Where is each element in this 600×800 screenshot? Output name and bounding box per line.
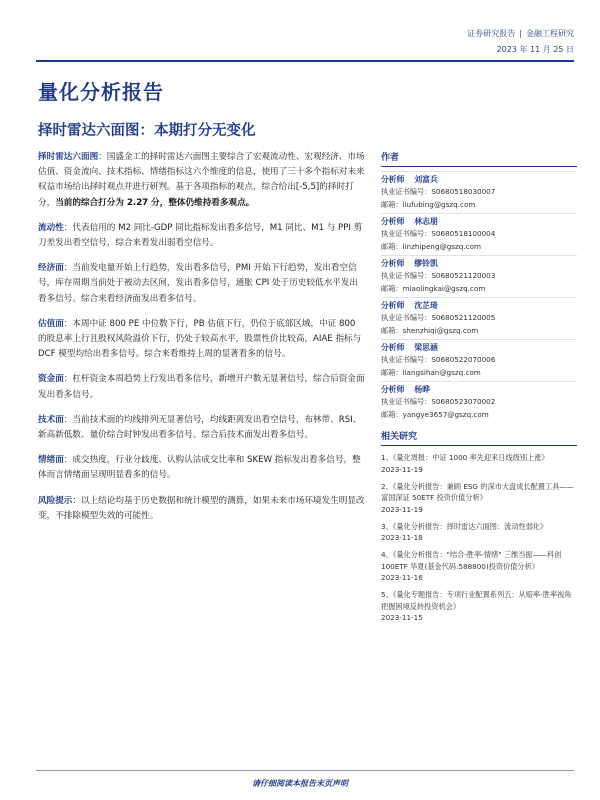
related-item-date: 2023-11-18 [381, 533, 423, 542]
paragraph-label: 流动性 [38, 222, 64, 233]
analyst-name-row [381, 300, 577, 312]
related-item[interactable] [381, 452, 577, 476]
paragraph-text: ：成交热度，行业分歧度、认购认沽成交比率和 SKEW 指标发出看多信号，整体而言情绪面呈现明显看多的信号。 [38, 455, 361, 481]
paragraph-label: 择时雷达六面图 [38, 152, 99, 162]
related-item-title[interactable]: 3、《量化分析报告：择时雷达六面图：流动性弱化》 [381, 521, 548, 531]
analyst-name: 杨晔 [414, 385, 430, 394]
related-item-title[interactable]: 4、《量化分析报告："结合-胜率-情绪" 三维当振——科创 100ETF 华夏(基金代码:588800)投资价值分析》 [381, 550, 562, 571]
analyst-cert: 执业证书编号：S0680522070006 [381, 355, 496, 364]
paragraph-label: 资金面 [38, 374, 64, 385]
analyst-cert: 执业证书编号：S0680523070002 [381, 397, 496, 406]
analyst-email[interactable]: 邮箱：liangsihan@gszq.com [381, 367, 481, 377]
analyst-email[interactable]: 邮箱：shenzhiqi@gszq.com [381, 325, 479, 335]
analyst-email[interactable]: 邮箱：miaolingkai@gszq.com [381, 283, 486, 293]
analyst-role: 分析师 [381, 259, 405, 268]
analyst-role: 分析师 [381, 385, 405, 394]
analyst-role: 分析师 [381, 175, 405, 184]
authors-heading: 作者 [381, 150, 577, 167]
analyst-name-row [381, 174, 577, 186]
analyst-name-row [381, 216, 577, 228]
analyst-name: 梁思涵 [414, 343, 438, 352]
related-item-date: 2023-11-16 [381, 573, 423, 582]
report-date: 2023 年 11 月 25 日 [496, 45, 574, 54]
header-divider [36, 60, 574, 62]
analyst-cert: 执业证书编号：S0680518030007 [381, 187, 496, 196]
analyst-name-row [381, 342, 577, 354]
related-item[interactable] [381, 549, 577, 584]
analyst-name: 沈芷琦 [414, 301, 438, 310]
paragraph-label: 情绪面 [38, 455, 64, 466]
paragraph-text: ：当前技术面的均线排列无显著信号，均线距离发出看空信号，布林带、RSI、新高新低数、量价综合时钟发出看多信号。综合后技术面发出看多信号。 [38, 414, 362, 441]
sidebar [381, 150, 577, 629]
footer-divider [36, 770, 574, 771]
paragraph-text: ：代表信用的 M2 同比-GDP 同比指标发出看多信号，M1 同比、M1 与 PPI 剪刀差发出看空信号，综合来看发出弱看空信号。 [38, 222, 363, 249]
paragraph-technical [38, 413, 366, 443]
analyst-role: 分析师 [381, 301, 405, 310]
paragraph-sentiment [38, 453, 366, 483]
paragraph-label: 经济面 [38, 263, 64, 274]
analyst-name: 缪铃凯 [414, 259, 438, 268]
header-tags [467, 28, 574, 39]
related-item-title[interactable]: 2、《量化分析报告：兼顾 ESG 的深市大盘成长配置工具——富国深证 50ETF 投资价值分析》 [381, 481, 574, 502]
analyst-name-row [381, 258, 577, 270]
report-type: 量化分析报告 [38, 80, 164, 104]
analyst-email[interactable]: 邮箱：yangye3657@gszq.com [381, 409, 489, 419]
paragraph-text: ：杠杆资金本周趋势上行发出看多信号，新增开户数无显著信号，综合后资金面发出看多信号。 [38, 374, 365, 400]
analyst-card [381, 171, 577, 211]
paragraph-text: ：以上结论均基于历史数据和统计模型的测算，如果未来市场环境发生明显改变，不排除模型失效的可能性。 [38, 495, 365, 521]
analyst-card [381, 381, 577, 421]
related-item-date: 2023-11-19 [381, 504, 423, 514]
analyst-email[interactable]: 邮箱：liufubing@gszq.com [381, 199, 476, 209]
related-item-date: 2023-11-19 [381, 464, 423, 474]
paragraph-label: 估值面 [38, 318, 64, 329]
paragraph-timing-radar [38, 150, 366, 211]
analyst-email[interactable]: 邮箱：linzhipeng@gszq.com [381, 241, 482, 251]
analyst-card [381, 339, 577, 379]
analyst-card [381, 213, 577, 253]
related-item[interactable] [381, 481, 577, 516]
report-title: 择时雷达六面图：本期打分无变化 [38, 123, 256, 139]
paragraph-economy [38, 261, 366, 307]
related-item[interactable] [381, 521, 577, 545]
header-separator: | [519, 29, 522, 38]
header-tag-quant: 金融工程研究 [526, 29, 574, 38]
paragraph-funds [38, 372, 366, 402]
paragraph-text: ：本周中证 800 PE 中位数下行，PB 估值下行，仍位于底部区域，中证 800 的股息率上行且股权风险溢价下行，仍处于较高水平，股票性价比较高，AIAE 指标与 DCF 模型均给出看多信号。综合来看维持上周的显著看多的信号。 [38, 318, 362, 360]
paragraph-liquidity [38, 221, 366, 251]
analyst-card [381, 297, 577, 337]
analyst-cert: 执业证书编号：S0680518100004 [381, 229, 496, 238]
related-research-heading: 相关研究 [381, 429, 577, 446]
related-item-title[interactable]: 5、《量化专题报告：专项行业配置系列五：从赔率-胜率视角把握困境反转投资机会》 [381, 590, 572, 611]
paragraph-label: 技术面 [38, 414, 64, 425]
paragraph-highlight: 当前的综合打分为 2.27 分，整体仍维持看多观点。 [55, 197, 255, 208]
analyst-name: 刘富兵 [414, 175, 438, 184]
related-item[interactable] [381, 589, 577, 624]
analyst-card [381, 255, 577, 295]
analyst-cert: 执业证书编号：S0680521120003 [381, 271, 496, 280]
footer-disclaimer: 请仔细阅读本报告末页声明 [252, 779, 348, 788]
analyst-cert: 执业证书编号：S0680521120005 [381, 313, 496, 322]
analyst-name-row [381, 384, 577, 396]
paragraph-valuation [38, 317, 366, 363]
header-tag-research: 证券研究报告 [467, 29, 516, 38]
related-item-title[interactable]: 1、《量化周报：中证 1000 率先迎来日线级别上涨》 [381, 453, 549, 462]
main-content [38, 150, 366, 534]
related-item-date: 2023-11-15 [381, 613, 423, 622]
paragraph-text: ：当前发电量开始上行趋势，发出看多信号，PMI 开始下行趋势，发出看空信号，库存周期当前处于被动去区间，发出看多信号，通胀 CPI 处于历史较低水平发出看多信号。综合来看经济面发出看多信号。 [38, 263, 358, 304]
paragraph-risk [38, 494, 366, 524]
analyst-role: 分析师 [381, 217, 405, 226]
paragraph-label: 风险提示 [38, 495, 73, 506]
analyst-role: 分析师 [381, 343, 405, 352]
analyst-name: 林志朋 [414, 217, 438, 226]
paragraph-text: ：国盛金工的择时雷达六面图主要综合了宏观流动性、宏观经济、市场估值、资金流向、技术指标、情绪指标这六个维度的信息，使用了三十多个指标对未来权益市场给出择时观点并进行研判。基于各项指标的观点，综合给出[-5,5]的择时打分， [38, 152, 365, 208]
